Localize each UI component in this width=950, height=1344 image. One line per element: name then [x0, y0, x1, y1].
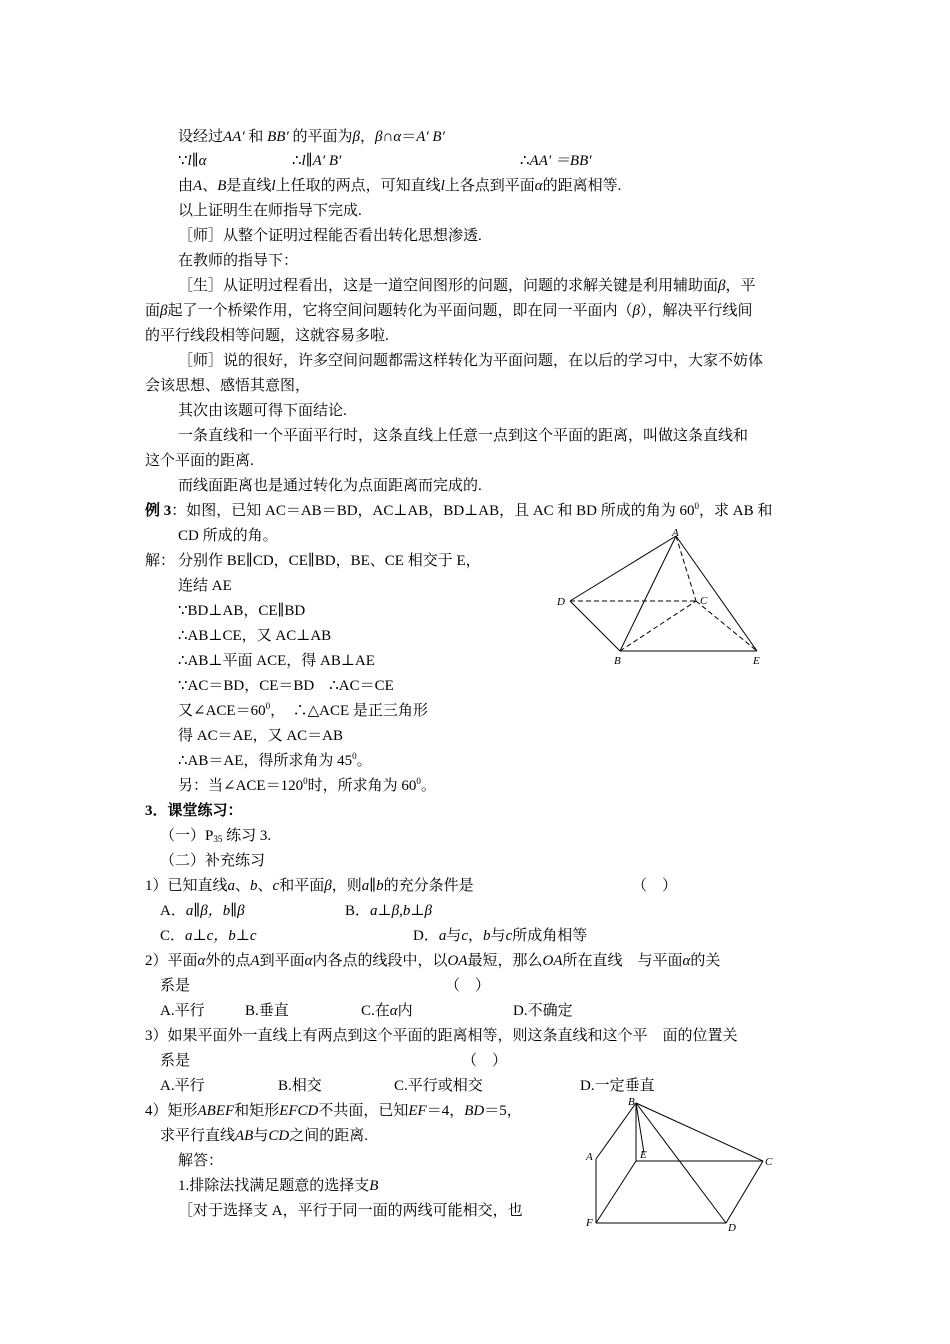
proof-line-therefore-1: ∴l∥A′ B′	[292, 153, 342, 169]
label-D: D	[557, 596, 565, 608]
option-c: C.平行或相交	[394, 1078, 483, 1094]
option-b: B.垂直	[245, 1003, 289, 1019]
answer-blank: （ ）	[445, 978, 491, 994]
definition-line: 一条直线和一个平面平行时，这条直线上任意一点到这个平面的距离，叫做这条直线和	[178, 428, 749, 444]
example-3-figure	[550, 528, 780, 670]
question-3-cont: 系是	[160, 1053, 191, 1069]
proof-line-plane: 设经过AA′ 和 BB′ 的平面为β，β∩α＝A′ B′	[178, 129, 445, 145]
option-d: D.一定垂直	[580, 1078, 655, 1094]
text-line: ［师］从整个证明过程能否看出转化思想渗透.	[178, 228, 482, 244]
edge-CD	[726, 1161, 763, 1223]
solution-line: ∴AB⊥平面 ACE，得 AB⊥AE	[178, 653, 375, 669]
option-a: A.平行	[160, 1003, 205, 1019]
label-C: C	[765, 1156, 773, 1168]
option-a: A．a∥β，b∥β	[160, 903, 245, 919]
label-B: B	[614, 655, 621, 667]
question-2: 2）平面α外的点A到平面α内各点的线段中，以OA最短，那么OA所在直线 与平面α的关	[145, 953, 721, 969]
text-line: 其次由该题可得下面结论.	[178, 403, 347, 419]
question-1: 1）已知直线a、b、c和平面β，则a∥b的充分条件是	[145, 878, 474, 894]
question-2-cont: 系是	[160, 978, 191, 994]
solution-label: 解：	[145, 553, 176, 569]
exercise-sub-1: （一）$P_{35}$ 练习 3.	[160, 828, 272, 844]
solution-line: 又$\angle ACE=60^0$， ∴△ACE 是正三角形	[178, 701, 428, 719]
example-3-statement-cont: CD 所成的角。	[178, 528, 278, 544]
label-E: E	[640, 1149, 647, 1161]
question-3: 3）如果平面外一直线上有两点到这个平面的距离相等，则这条直线和这个平 面的位置关	[145, 1028, 738, 1044]
question-4-cont: 求平行直线AB与CD之间的距离.	[160, 1128, 368, 1144]
edge-BE-aux	[636, 1103, 644, 1153]
solution-line: ∴AB＝AE，得所求角为 $45^0$。	[178, 751, 372, 769]
definition-line: 这个平面的距离.	[145, 453, 254, 469]
text-line: 面β起了一个桥梁作用，它将空间问题转化为平面问题，即在同一平面内（β），解决平行线间	[145, 303, 753, 319]
option-b: B．a⊥β,b⊥β	[345, 903, 432, 919]
text-line: ［师］说的很好，许多空间问题都需这样转化为平面问题，在以后的学习中，大家不妨体	[178, 353, 764, 369]
solution-line: ∵BD⊥AB，CE∥BD	[178, 603, 306, 619]
answer-line: ［对于选择支 A，平行于同一面的两线可能相交，也	[178, 1203, 523, 1219]
edge-AE	[676, 536, 757, 651]
solution-line: 分别作 BE∥CD，CE∥BD，BE、CE 相交于 E，	[178, 553, 481, 569]
option-b: B.相交	[278, 1078, 322, 1094]
example-3-statement: 例 3：如图，已知 AC＝AB＝BD，AC⊥AB，BD⊥AB，且 AC 和 BD 所成的角为 $60^0$，求 AB 和	[145, 501, 773, 519]
proof-line-conclusion: 由A、B是直线l上任取的两点，可知直线l上各点到平面α的距离相等.	[178, 178, 622, 194]
solution-line: ∴AB⊥CE，又 AC⊥AB	[178, 628, 332, 644]
text-line: 以上证明生在师指导下完成.	[178, 203, 362, 219]
solution-line: ∵AC＝BD，CE＝BD ∴AC＝CE	[178, 678, 394, 694]
edge-BC	[636, 1103, 763, 1161]
answer-blank: （ ）	[632, 878, 678, 894]
option-d: D.不确定	[513, 1003, 573, 1019]
edge-BA	[596, 1103, 636, 1159]
answer-blank: （ ）	[462, 1053, 508, 1069]
exercise-sub-2: （二）补充练习	[160, 853, 266, 869]
proof-line-because: ∵l∥α	[178, 153, 207, 169]
label-D: D	[728, 1222, 736, 1233]
label-E: E	[753, 655, 760, 667]
option-a: A.平行	[160, 1078, 205, 1094]
edge-DB	[570, 601, 620, 651]
label-A: A	[672, 528, 679, 539]
solution-line: 得 AC＝AE，又 AC＝AB	[178, 728, 344, 744]
question-4: 4）矩形ABEF和矩形EFCD不共面，已知EF＝4，BD＝5，	[145, 1103, 522, 1119]
edge-BC	[620, 601, 696, 651]
option-c: C.在α内	[361, 1003, 413, 1019]
label-A: A	[586, 1151, 593, 1163]
answer-line: 1.排除法找满足题意的选择支B	[178, 1178, 379, 1194]
answer-heading: 解答：	[178, 1153, 224, 1169]
proof-line-therefore-2: ∴AA′ ＝BB′	[520, 153, 592, 169]
solution-line: 连结 AE	[178, 578, 232, 594]
text-line: 会该思想、感悟其意图，	[145, 378, 311, 394]
edge-EF	[596, 1161, 636, 1223]
text-line: 而线面距离也是通过转化为点面距离而完成的.	[178, 478, 482, 494]
option-c: C．a⊥c，b⊥c	[160, 928, 257, 944]
label-F: F	[586, 1217, 593, 1229]
solution-line: 另：当$\angle ACE=120^0$时，所求角为 $60^0$。	[178, 776, 436, 794]
label-B: B	[628, 1096, 635, 1108]
edge-BD	[636, 1103, 726, 1223]
text-line: 的平行线段相等问题，这就容易多啦.	[145, 328, 389, 344]
option-d: D．a与c，b与c所成角相等	[413, 928, 588, 944]
section-heading: 3．课堂练习：	[145, 803, 243, 819]
text-line: ［生］从证明过程看出，这是一道空间图形的问题，问题的求解关键是利用辅助面β，平	[178, 278, 756, 294]
edge-AC	[676, 536, 696, 601]
question-4-figure	[583, 1093, 788, 1233]
text-line: 在教师的指导下：	[178, 253, 299, 269]
label-C: C	[700, 595, 708, 607]
